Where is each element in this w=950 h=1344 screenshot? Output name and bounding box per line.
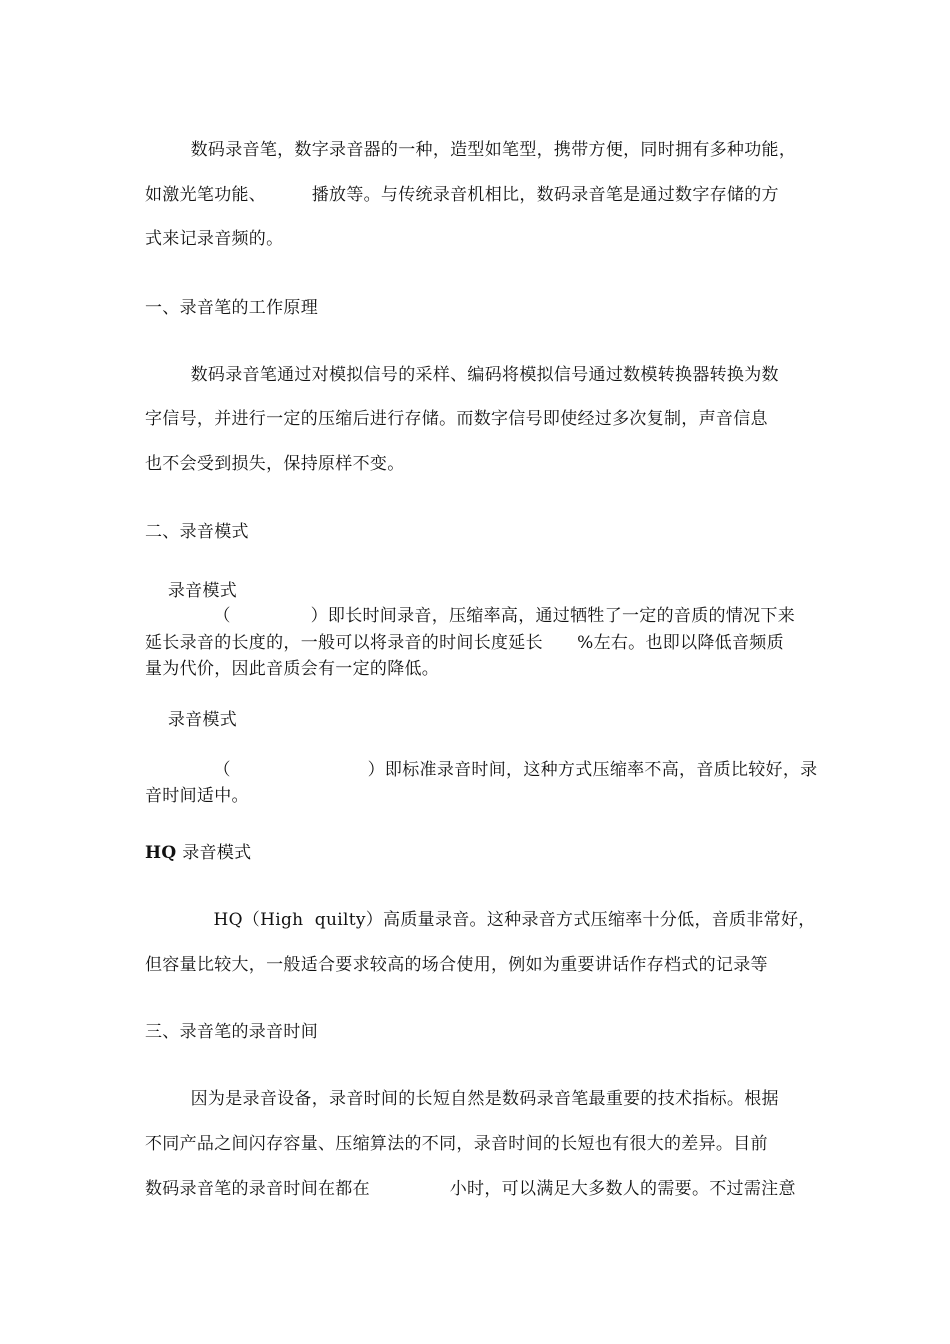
intro-line-1: 数码录音笔，数字录音器的一种，造型如笔型，携带方便，同时拥有多种功能， [145,140,797,160]
section1-line-2: 字信号，并进行一定的压缩后进行存储。而数字信号即使经过多次复制，声音信息 [145,409,768,429]
mode-hq-title [145,842,810,864]
section3-line-1: 因为是录音设备，录音时间的长短自然是数码录音笔最重要的技术指标。根据 [145,1089,779,1109]
mode-sp-line-2: 音时间适中。 [145,786,249,806]
mode-lp-line-1: （ ）即长时间录音，压缩率高，通过牺牲了一定的音质的情况下来 [145,606,795,626]
mode-hq-line-1: HQ（High quilty）高质量录音。这种录音方式压缩率十分低，音质非常好， [145,910,816,930]
intro-line-2: 如激光笔功能、 播放等。与传统录音机相比，数码录音笔是通过数字存储的方 [145,185,779,205]
section-heading-working-principle: 一、录音笔的工作原理 [145,298,318,318]
section-heading-recording-modes: 二、录音模式 [145,522,249,542]
intro-line-3: 式来记录音频的。 [145,229,284,249]
section1-line-3: 也不会受到损失，保持原样不变。 [145,454,405,474]
mode-sp-line-1: （ ）即标准录音时间，这种方式压缩率不高，音质比较好，录 [145,760,818,780]
mode-hq-line-2: 但容量比较大，一般适合要求较高的场合使用，例如为重要讲话作存档式的记录等 [145,955,768,975]
mode-hq-title-bold: HQ [145,843,177,863]
section1-line-1: 数码录音笔通过对模拟信号的采样、编码将模拟信号通过数模转换器转换为数 [145,365,779,385]
mode-hq-title-rest: 录音模式 [176,843,252,863]
mode-lp-title: 录音模式 [145,581,238,601]
section3-line-2: 不同产品之间闪存容量、压缩算法的不同，录音时间的长短也有很大的差异。目前 [145,1134,768,1154]
section-heading-recording-time: 三、录音笔的录音时间 [145,1022,318,1042]
mode-lp-line-3: 量为代价，因此音质会有一定的降低。 [145,659,440,679]
mode-lp-line-2: 延长录音的长度的，一般可以将录音的时间长度延长 %左右。也即以降低音频质 [145,633,784,653]
section3-line-3: 数码录音笔的录音时间在都在 小时，可以满足大多数人的需要。不过需注意 [145,1179,796,1199]
mode-sp-title: 录音模式 [145,710,238,730]
